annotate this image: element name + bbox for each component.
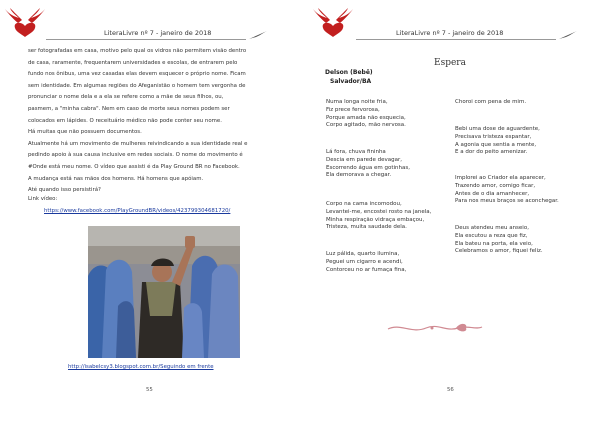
poem-line: Corpo na cama incomodou, — [326, 201, 402, 207]
poem-line: Descia em parede devagar, — [326, 156, 403, 163]
poem-line: Celebramos o amor, fiquei feliz. — [455, 248, 543, 255]
poem-title: Espera — [434, 58, 466, 68]
author-place: Salvador/BA — [330, 78, 372, 85]
winged-heart-logo — [4, 8, 46, 38]
poem-line: E a dor do peito amenizar. — [455, 149, 528, 156]
page-number: 56 — [447, 387, 454, 393]
page-header — [0, 8, 300, 38]
poem-line: Trazendo amor, comigo ficar, — [455, 182, 536, 189]
poem-stanza — [326, 99, 406, 130]
header-title: LiteraLivre nº 7 - janeiro de 2018 — [104, 29, 212, 37]
poem-line: Choroi com pena de mim. — [455, 99, 527, 105]
poem-line: Minha respiração vidraça embaçou, — [326, 216, 425, 223]
poem-line: Peguei um cigarro e acendi, — [326, 258, 403, 265]
ornamental-divider — [386, 320, 484, 336]
poem-line: Escorrendo água em gotinhas, — [326, 164, 410, 171]
poem-line: Corpo agitado, mão nervosa. — [326, 122, 406, 129]
body-line: ser fotografadas em casa, motivo pelo qual os vidros não permitem visão dentro — [28, 48, 247, 54]
body-line: A mudança está nas mãos dos homens. Há homens que apóiam. — [28, 175, 204, 182]
right-page — [300, 0, 600, 424]
link-label: Link vídeo: — [28, 196, 58, 202]
poem-stanza — [326, 149, 410, 180]
poem-line: Antes de o dia amanhecer, — [455, 190, 530, 197]
body-line: #Onde está meu nome. O vídeo que assisti é da Play Ground BR no Facebook. — [28, 163, 240, 170]
poem-line: Porque amada não esquecia, — [326, 114, 406, 121]
body-line: colocados em lápides. O receituário médico não pode conter seu nome. — [28, 117, 222, 124]
poem-line: Ela demorava a chegar. — [326, 172, 392, 179]
body-line: de casa, raramente, frequentarem universidades e escolas, de entrarem pelo — [28, 59, 238, 66]
poem-line: Bebi uma dose de aguardente, — [455, 126, 540, 132]
body-line: pasmem, a "minha cabra". Nem em caso de morte seus nomes podem ser — [28, 105, 230, 112]
header-rule — [356, 39, 556, 40]
poem-line: Numa longa noite fria, — [326, 99, 388, 105]
body-line: fundo nos ônibus, uma vez casadas elas devem esquecer o próprio nome. Ficam — [28, 71, 246, 78]
winged-heart-logo — [312, 8, 354, 38]
header-rule — [46, 39, 246, 40]
body-line: Há muitas que não possuem documentos. — [28, 129, 142, 136]
poem-line: Ela bateu na porta, ela veio, — [455, 240, 533, 247]
header-title: LiteraLivre nº 7 - janeiro de 2018 — [396, 29, 504, 37]
body-line: Até quando isso persistirá? — [28, 187, 101, 194]
quill-icon — [248, 30, 268, 40]
poem-line: Contorceu no ar fumaça fina, — [326, 266, 407, 273]
poem-line: Levantei-me, encostei rosto na janela, — [326, 208, 432, 215]
poem-line: A agonia que sentia a mente, — [455, 141, 537, 148]
poem-line: Luz pálida, quarto ilumina, — [326, 251, 400, 257]
poem-line: Implorei ao Criador ela aparecer, — [455, 175, 546, 181]
body-line: Atualmente há um movimento de mulheres reivindicando a sua identidade real e — [28, 140, 248, 147]
poem-stanza — [326, 251, 406, 274]
article-body — [28, 46, 278, 197]
poem-stanza — [455, 175, 559, 206]
body-line: pedindo apoio à sua causa inclusive em redes sociais. O nome do movimento é — [28, 152, 243, 159]
poem-stanza — [455, 99, 526, 107]
photo-caption-link[interactable]: http://isabelcsy3.blogspot.com.br/Seguindo em frente — [68, 364, 214, 370]
body-line: sem identidade. Em algumas regiões do Afeganistão o homem tem vergonha de — [28, 82, 246, 89]
poem-line: Ela escutou a reza que fiz, — [455, 232, 528, 239]
poem-stanza — [455, 225, 543, 256]
poem-line: Deus atendeu meu anseio, — [455, 225, 529, 231]
poem-line: Lá fora, chuva fininha — [326, 149, 386, 155]
poem-stanza — [326, 201, 431, 232]
poem-line: Precisava tristeza espantar, — [455, 133, 532, 140]
quill-icon — [558, 30, 578, 40]
page-number: 55 — [146, 387, 153, 393]
video-link[interactable]: https://www.facebook.com/PlayGroundBR/videos/423799304681720/ — [44, 208, 231, 214]
poem-stanza — [455, 126, 540, 157]
poem-line: Para nos meus braços se aconchegar. — [455, 198, 559, 205]
page-header — [300, 8, 600, 38]
body-line: pronunciar o nome dela e a ela se refere como a mãe de seus filhos, ou, — [28, 94, 224, 101]
poem-line: Tristeza, muita saudade dela. — [326, 224, 407, 231]
author-name: Delson (Bebê) — [325, 69, 373, 76]
article-photo — [88, 226, 240, 358]
poem-line: Fiz prece fervorosa, — [326, 106, 380, 113]
photo-image — [88, 226, 240, 358]
